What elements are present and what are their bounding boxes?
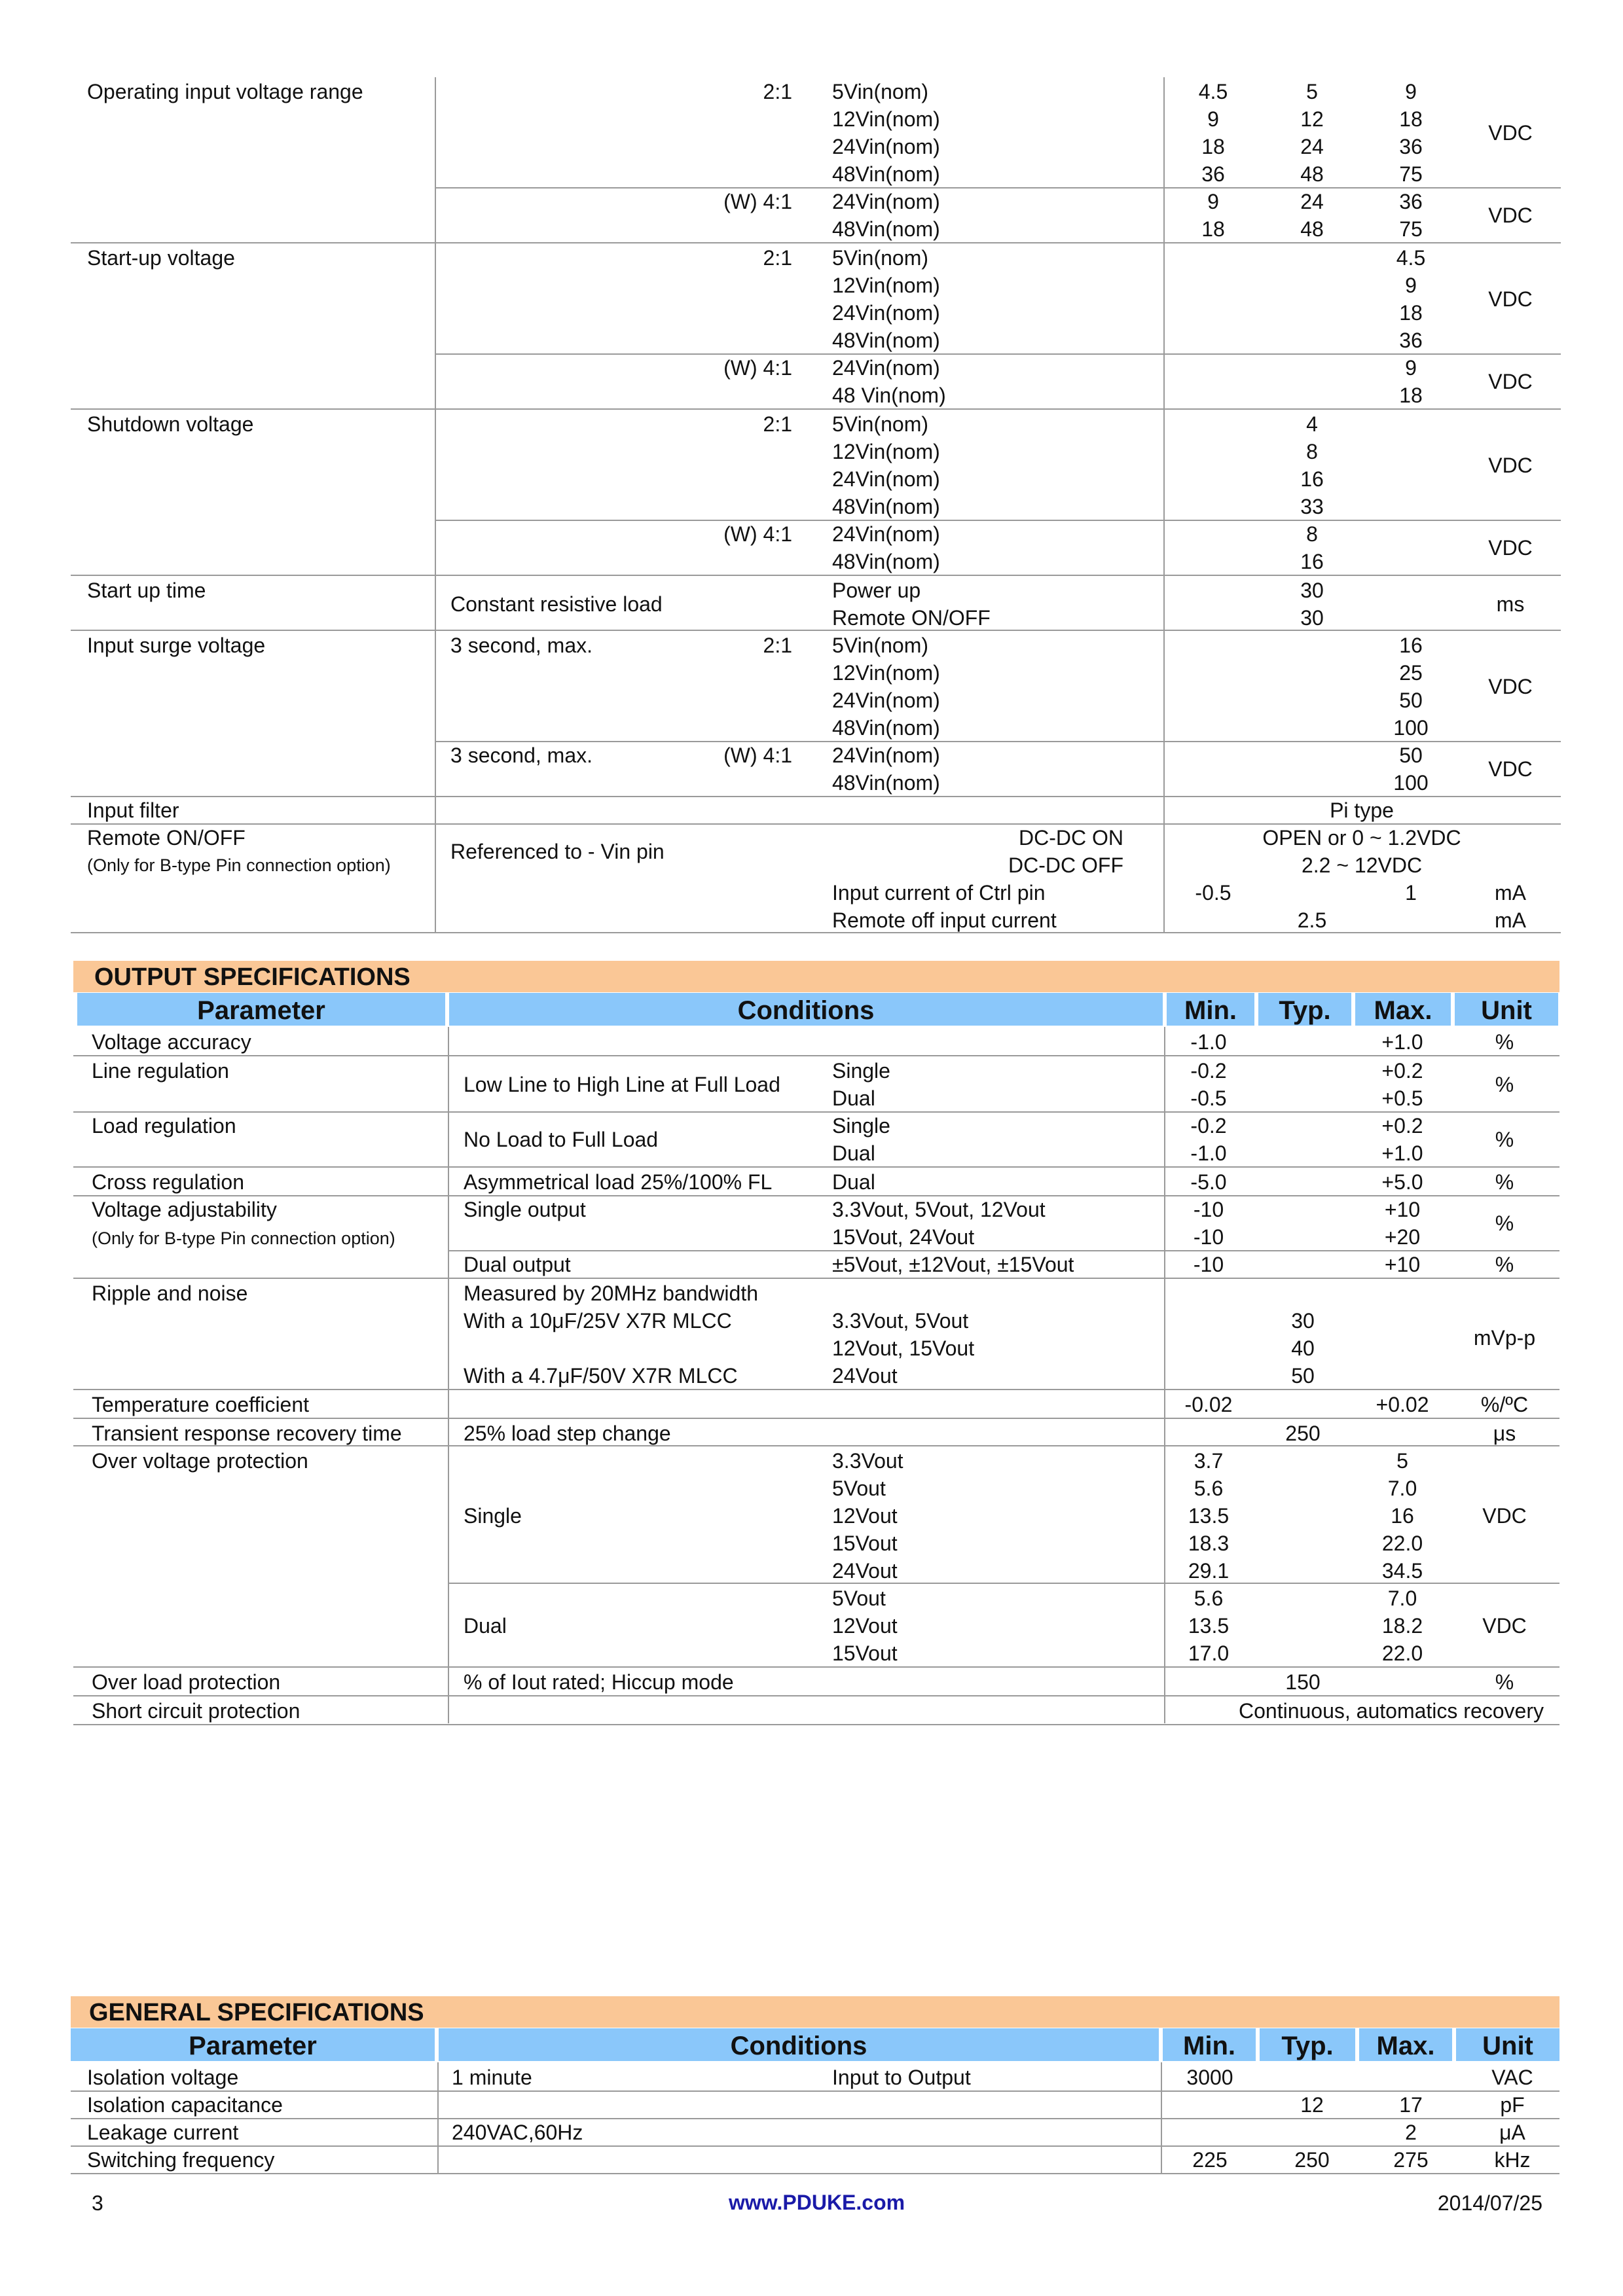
col-divider xyxy=(435,77,436,932)
unit-value: %/ºC xyxy=(1480,1393,1529,1416)
min-value: -10 xyxy=(1193,1253,1224,1276)
vin-label: 24Vin(nom) xyxy=(832,135,940,158)
condition-text: 25% load step change xyxy=(464,1422,671,1445)
min-value: 5.6 xyxy=(1194,1587,1224,1610)
filter-value: Pi type xyxy=(1330,798,1394,822)
header-parameter xyxy=(71,2028,435,2061)
row-divider xyxy=(71,2145,1559,2147)
condition-text: With a 10μF/25V X7R MLCC xyxy=(464,1309,732,1333)
header-label: Min. xyxy=(1183,2032,1235,2060)
vin-label: 24Vin(nom) xyxy=(832,522,940,546)
param-label: Isolation capacitance xyxy=(87,2093,283,2117)
unit-value: pF xyxy=(1500,2093,1525,2117)
ratio-label: 2:1 xyxy=(763,246,792,270)
sub-condition: Dual xyxy=(832,1170,875,1194)
max-value: 100 xyxy=(1393,771,1429,795)
sub-condition: Input to Output xyxy=(832,2066,971,2089)
min-value: 13.5 xyxy=(1188,1504,1230,1528)
condition-text: 3 second, max. xyxy=(450,744,593,767)
header-label: Typ. xyxy=(1279,996,1331,1025)
max-value: 5 xyxy=(1396,1449,1408,1473)
unit-value: VDC xyxy=(1488,287,1533,311)
sub-condition: ±5Vout, ±12Vout, ±15Vout xyxy=(832,1253,1074,1276)
param-label: Input filter xyxy=(87,798,179,822)
header-label: Conditions xyxy=(730,2032,867,2060)
header-label: Parameter xyxy=(197,996,325,1025)
header-label: Unit xyxy=(1482,2032,1533,2060)
unit-value: % xyxy=(1495,1030,1514,1054)
row-divider xyxy=(73,1695,1559,1696)
row-divider xyxy=(73,1389,1559,1390)
unit-value: % xyxy=(1495,1670,1514,1694)
min-value: -1.0 xyxy=(1190,1141,1227,1165)
ratio-label: (W) 4:1 xyxy=(723,522,792,546)
unit-value: VDC xyxy=(1482,1614,1527,1638)
sub-condition: 3.3Vout, 5Vout, 12Vout xyxy=(832,1198,1046,1221)
header-parameter xyxy=(77,993,445,1026)
typ-value: 30 xyxy=(1291,1309,1315,1333)
condition-text: 240VAC,60Hz xyxy=(452,2121,583,2144)
param-label: Voltage accuracy xyxy=(92,1030,251,1054)
header-label: Typ. xyxy=(1281,2032,1334,2060)
sub-condition: 12Vout xyxy=(832,1504,898,1528)
header-typ xyxy=(1258,993,1351,1026)
min-value: 13.5 xyxy=(1188,1614,1230,1638)
condition-text: Referenced to - Vin pin xyxy=(450,840,665,863)
unit-value: % xyxy=(1495,1073,1514,1096)
condition-text: Constant resistive load xyxy=(450,592,663,616)
typ-value: 24 xyxy=(1300,135,1324,158)
unit-value: VDC xyxy=(1488,454,1533,477)
unit-value: VDC xyxy=(1488,675,1533,698)
typ-value: 8 xyxy=(1306,522,1318,546)
max-value: 275 xyxy=(1393,2148,1429,2172)
page-number: 3 xyxy=(92,2191,103,2215)
max-value: 100 xyxy=(1393,716,1429,740)
ratio-label: 2:1 xyxy=(763,80,792,103)
vin-label: 5Vin(nom) xyxy=(832,634,929,657)
min-value: -0.5 xyxy=(1190,1086,1227,1110)
sub-condition: Dual xyxy=(832,1141,875,1165)
row-divider xyxy=(73,1278,1559,1279)
row-divider xyxy=(71,796,1561,797)
row-divider xyxy=(73,1418,1559,1419)
min-value: 18.3 xyxy=(1188,1532,1230,1555)
website-link[interactable]: www.PDUKE.com xyxy=(729,2191,905,2214)
typ-value: 150 xyxy=(1285,1670,1321,1694)
max-value: 36 xyxy=(1399,329,1423,352)
unit-value: kHz xyxy=(1494,2148,1531,2172)
condition-text: Dual output xyxy=(464,1253,571,1276)
header-label: Max. xyxy=(1374,996,1432,1025)
param-label: Remote ON/OFF xyxy=(87,826,246,850)
header-label: Conditions xyxy=(737,996,875,1025)
typ-value: 250 xyxy=(1294,2148,1330,2172)
ratio-label: 2:1 xyxy=(763,412,792,436)
sub-condition: 12Vout, 15Vout xyxy=(832,1336,975,1360)
ratio-label: (W) 4:1 xyxy=(723,190,792,213)
max-value: 18.2 xyxy=(1381,1614,1423,1638)
typ-value: 16 xyxy=(1300,550,1324,573)
max-value: +20 xyxy=(1384,1225,1421,1249)
header-label: Unit xyxy=(1481,996,1532,1025)
min-value: 3000 xyxy=(1186,2066,1233,2089)
param-label: Ripple and noise xyxy=(92,1282,248,1305)
header-max xyxy=(1355,993,1451,1026)
sub-condition: 15Vout, 24Vout xyxy=(832,1225,975,1249)
vin-label: 24Vin(nom) xyxy=(832,467,940,491)
header-min xyxy=(1167,993,1254,1026)
condition-text: With a 4.7μF/50V X7R MLCC xyxy=(464,1364,738,1388)
row-divider xyxy=(435,520,1561,521)
vin-label: 48Vin(nom) xyxy=(832,495,940,518)
typ-value: 48 xyxy=(1300,162,1324,186)
vin-label: 12Vin(nom) xyxy=(832,661,940,685)
min-value: 9 xyxy=(1207,190,1219,213)
condition-text: Measured by 20MHz bandwidth xyxy=(464,1282,759,1305)
unit-value: % xyxy=(1495,1211,1514,1235)
min-value: 17.0 xyxy=(1188,1641,1230,1665)
min-value: -10 xyxy=(1193,1225,1224,1249)
vin-label: 24Vin(nom) xyxy=(832,190,940,213)
output-section-header xyxy=(73,961,1559,992)
max-value: 18 xyxy=(1399,384,1423,407)
state-value: 2.2 ~ 12VDC xyxy=(1301,853,1423,877)
unit-value: μs xyxy=(1493,1422,1516,1445)
typ-value: 40 xyxy=(1291,1336,1315,1360)
param-label: Over load protection xyxy=(92,1670,281,1694)
max-value: 22.0 xyxy=(1381,1641,1423,1665)
param-label: Isolation voltage xyxy=(87,2066,239,2089)
min-value: 18 xyxy=(1201,135,1225,158)
max-value: 34.5 xyxy=(1381,1559,1423,1583)
condition-text: Single xyxy=(464,1504,522,1528)
max-value: 22.0 xyxy=(1381,1532,1423,1555)
header-label: Parameter xyxy=(189,2032,317,2060)
max-value: +5.0 xyxy=(1381,1170,1423,1194)
ratio-label: (W) 4:1 xyxy=(723,744,792,767)
max-value: 75 xyxy=(1399,162,1423,186)
min-value: -10 xyxy=(1193,1198,1224,1221)
unit-value: % xyxy=(1495,1253,1514,1276)
vin-label: 48 Vin(nom) xyxy=(832,384,946,407)
general-section-header xyxy=(71,1996,1559,2028)
typ-value: 33 xyxy=(1300,495,1324,518)
vin-label: 5Vin(nom) xyxy=(832,412,929,436)
typ-value: 12 xyxy=(1300,107,1324,131)
typ-value: 8 xyxy=(1306,440,1318,463)
row-divider xyxy=(71,2173,1559,2174)
row-divider xyxy=(73,1445,1559,1446)
header-conditions xyxy=(439,2028,1159,2061)
typ-value: 2.5 xyxy=(1297,908,1327,932)
row-divider xyxy=(71,823,1561,825)
param-label: Cross regulation xyxy=(92,1170,244,1194)
max-value: 16 xyxy=(1399,634,1423,657)
vin-label: 48Vin(nom) xyxy=(832,771,940,795)
param-note: (Only for B-type Pin connection option) xyxy=(87,855,391,875)
header-label: Min. xyxy=(1184,996,1237,1025)
row-divider xyxy=(435,741,1561,742)
typ-value: 5 xyxy=(1306,80,1318,103)
max-value: 17 xyxy=(1399,2093,1423,2117)
row-divider xyxy=(448,1583,1559,1584)
param-note: (Only for B-type Pin connection option) xyxy=(92,1229,395,1248)
max-value: 18 xyxy=(1399,301,1423,325)
vin-label: Remote ON/OFF xyxy=(832,606,991,630)
state-label: DC-DC OFF xyxy=(1008,853,1123,877)
sub-condition: 24Vout xyxy=(832,1364,898,1388)
section-title: OUTPUT SPECIFICATIONS xyxy=(94,963,410,991)
section-title: GENERAL SPECIFICATIONS xyxy=(89,1999,424,2026)
row-divider xyxy=(73,1111,1559,1113)
param-label: Over voltage protection xyxy=(92,1449,308,1473)
min-value: -0.5 xyxy=(1195,881,1231,905)
sub-condition: 3.3Vout xyxy=(832,1449,903,1473)
row-divider xyxy=(448,1250,1559,1251)
vin-label: 24Vin(nom) xyxy=(832,744,940,767)
row-divider xyxy=(435,187,1561,188)
condition-text: Low Line to High Line at Full Load xyxy=(464,1073,780,1096)
vin-label: 48Vin(nom) xyxy=(832,550,940,573)
vin-label: 12Vin(nom) xyxy=(832,107,940,131)
ratio-label: 2:1 xyxy=(763,634,792,657)
min-value: 225 xyxy=(1192,2148,1228,2172)
max-value: 16 xyxy=(1391,1504,1414,1528)
unit-value: % xyxy=(1495,1170,1514,1194)
unit-value: VDC xyxy=(1488,370,1533,393)
param-label: Operating input voltage range xyxy=(87,80,363,103)
min-value: -5.0 xyxy=(1190,1170,1227,1194)
sub-condition: Remote off input current xyxy=(832,908,1057,932)
row-divider xyxy=(73,1195,1559,1196)
state-label: DC-DC ON xyxy=(1019,826,1123,850)
min-value: 18 xyxy=(1201,217,1225,241)
vin-label: 5Vin(nom) xyxy=(832,246,929,270)
param-label: Leakage current xyxy=(87,2121,239,2144)
max-value: 7.0 xyxy=(1387,1477,1417,1500)
min-value: 29.1 xyxy=(1188,1559,1230,1583)
max-value: 36 xyxy=(1399,135,1423,158)
typ-value: 24 xyxy=(1300,190,1324,213)
max-value: 9 xyxy=(1405,356,1417,380)
unit-value: VDC xyxy=(1482,1504,1527,1528)
max-value: 50 xyxy=(1399,744,1423,767)
condition-text: 1 minute xyxy=(452,2066,532,2089)
unit-value: VDC xyxy=(1488,121,1533,145)
sub-condition: 12Vout xyxy=(832,1614,898,1638)
max-value: 75 xyxy=(1399,217,1423,241)
max-value: 18 xyxy=(1399,107,1423,131)
row-divider xyxy=(73,1666,1559,1668)
max-value: +0.2 xyxy=(1381,1114,1423,1138)
typ-value: 16 xyxy=(1300,467,1324,491)
vin-label: 48Vin(nom) xyxy=(832,716,940,740)
max-value: 25 xyxy=(1399,661,1423,685)
vin-label: 5Vin(nom) xyxy=(832,80,929,103)
vin-label: 48Vin(nom) xyxy=(832,162,940,186)
unit-value: mA xyxy=(1495,881,1526,905)
param-label: Line regulation xyxy=(92,1059,229,1083)
sub-condition: 15Vout xyxy=(832,1641,898,1665)
condition-text: Dual xyxy=(464,1614,507,1638)
unit-value: ms xyxy=(1496,592,1525,616)
row-divider xyxy=(71,575,1561,576)
unit-value: VDC xyxy=(1488,204,1533,227)
max-value: +10 xyxy=(1384,1253,1421,1276)
sub-condition: 24Vout xyxy=(832,1559,898,1583)
header-typ xyxy=(1260,2028,1355,2061)
max-value: 9 xyxy=(1405,274,1417,297)
min-value: 36 xyxy=(1201,162,1225,186)
header-max xyxy=(1359,2028,1452,2061)
min-value: 3.7 xyxy=(1194,1449,1224,1473)
row-divider xyxy=(71,630,1561,631)
document-date: 2014/07/25 xyxy=(1437,2191,1542,2215)
header-unit xyxy=(1456,2028,1559,2061)
typ-value: 30 xyxy=(1300,579,1324,602)
vin-label: 12Vin(nom) xyxy=(832,274,940,297)
sub-condition: 3.3Vout, 5Vout xyxy=(832,1309,969,1333)
sub-condition: 5Vout xyxy=(832,1477,886,1500)
header-conditions xyxy=(449,993,1163,1026)
max-value: +1.0 xyxy=(1381,1030,1423,1054)
param-label: Temperature coefficient xyxy=(92,1393,310,1416)
vin-label: 24Vin(nom) xyxy=(832,356,940,380)
max-value: +0.2 xyxy=(1381,1059,1423,1083)
sub-condition: 15Vout xyxy=(832,1532,898,1555)
min-value: -0.2 xyxy=(1190,1114,1227,1138)
sub-condition: Single xyxy=(832,1059,890,1083)
param-label: Start up time xyxy=(87,579,206,602)
sub-condition: Input current of Ctrl pin xyxy=(832,881,1046,905)
min-value: -0.02 xyxy=(1184,1393,1233,1416)
vin-label: 48Vin(nom) xyxy=(832,329,940,352)
condition-text: No Load to Full Load xyxy=(464,1128,659,1151)
typ-value: 50 xyxy=(1291,1364,1315,1388)
unit-value: mA xyxy=(1495,908,1526,932)
max-value: +0.5 xyxy=(1381,1086,1423,1110)
min-value: -1.0 xyxy=(1190,1030,1227,1054)
typ-value: 48 xyxy=(1300,217,1324,241)
min-value: 5.6 xyxy=(1194,1477,1224,1500)
unit-value: mVp-p xyxy=(1473,1326,1536,1350)
unit-value: % xyxy=(1495,1128,1514,1151)
param-label: Start-up voltage xyxy=(87,246,235,270)
row-divider xyxy=(71,2090,1559,2092)
row-divider xyxy=(71,2118,1559,2119)
param-label: Transient response recovery time xyxy=(92,1422,402,1445)
max-value: 36 xyxy=(1399,190,1423,213)
max-value: +1.0 xyxy=(1381,1141,1423,1165)
max-value: 4.5 xyxy=(1396,246,1426,270)
header-label: Max. xyxy=(1376,2032,1435,2060)
header-min xyxy=(1163,2028,1256,2061)
header-unit xyxy=(1455,993,1558,1026)
row-divider xyxy=(73,1055,1559,1056)
typ-value: 30 xyxy=(1300,606,1324,630)
vin-label: Power up xyxy=(832,579,921,602)
min-value: -0.2 xyxy=(1190,1059,1227,1083)
row-divider xyxy=(71,932,1561,933)
typ-value: 12 xyxy=(1300,2093,1324,2117)
row-divider xyxy=(73,1166,1559,1168)
typ-value: 4 xyxy=(1306,412,1318,436)
vin-label: 24Vin(nom) xyxy=(832,301,940,325)
condition-text: Single output xyxy=(464,1198,586,1221)
param-label: Load regulation xyxy=(92,1114,236,1138)
row-divider xyxy=(73,1724,1559,1725)
sub-condition: Single xyxy=(832,1114,890,1138)
sub-condition: 5Vout xyxy=(832,1587,886,1610)
max-value: +10 xyxy=(1384,1198,1421,1221)
param-label: Short circuit protection xyxy=(92,1699,301,1723)
condition-text: % of Iout rated; Hiccup mode xyxy=(464,1670,734,1694)
unit-value: μA xyxy=(1499,2121,1525,2144)
vin-label: 48Vin(nom) xyxy=(832,217,940,241)
param-label: Shutdown voltage xyxy=(87,412,254,436)
col-divider xyxy=(1163,77,1165,932)
unit-value: VDC xyxy=(1488,536,1533,560)
unit-value: VDC xyxy=(1488,757,1533,781)
vin-label: 12Vin(nom) xyxy=(832,440,940,463)
row-divider xyxy=(71,408,1561,410)
col-divider xyxy=(1164,1027,1165,1723)
max-value: 50 xyxy=(1399,689,1423,712)
max-value: 9 xyxy=(1405,80,1417,103)
max-value: 2 xyxy=(1405,2121,1417,2144)
sub-condition: Dual xyxy=(832,1086,875,1110)
scp-value: Continuous, automatics recovery xyxy=(1239,1699,1544,1723)
row-divider xyxy=(435,353,1561,355)
max-value: 7.0 xyxy=(1387,1587,1417,1610)
unit-value: VAC xyxy=(1491,2066,1533,2089)
col-divider xyxy=(448,1027,449,1723)
max-value: 1 xyxy=(1405,881,1417,905)
min-value: 4.5 xyxy=(1198,80,1228,103)
min-value: 9 xyxy=(1207,107,1219,131)
typ-value: 250 xyxy=(1285,1422,1321,1445)
max-value: +0.02 xyxy=(1376,1393,1429,1416)
row-divider xyxy=(71,242,1561,243)
param-label: Switching frequency xyxy=(87,2148,275,2172)
state-value: OPEN or 0 ~ 1.2VDC xyxy=(1262,826,1461,850)
vin-label: 24Vin(nom) xyxy=(832,689,940,712)
ratio-label: (W) 4:1 xyxy=(723,356,792,380)
param-label: Input surge voltage xyxy=(87,634,266,657)
param-label: Voltage adjustability xyxy=(92,1198,277,1221)
condition-text: 3 second, max. xyxy=(450,634,593,657)
condition-text: Asymmetrical load 25%/100% FL xyxy=(464,1170,773,1194)
